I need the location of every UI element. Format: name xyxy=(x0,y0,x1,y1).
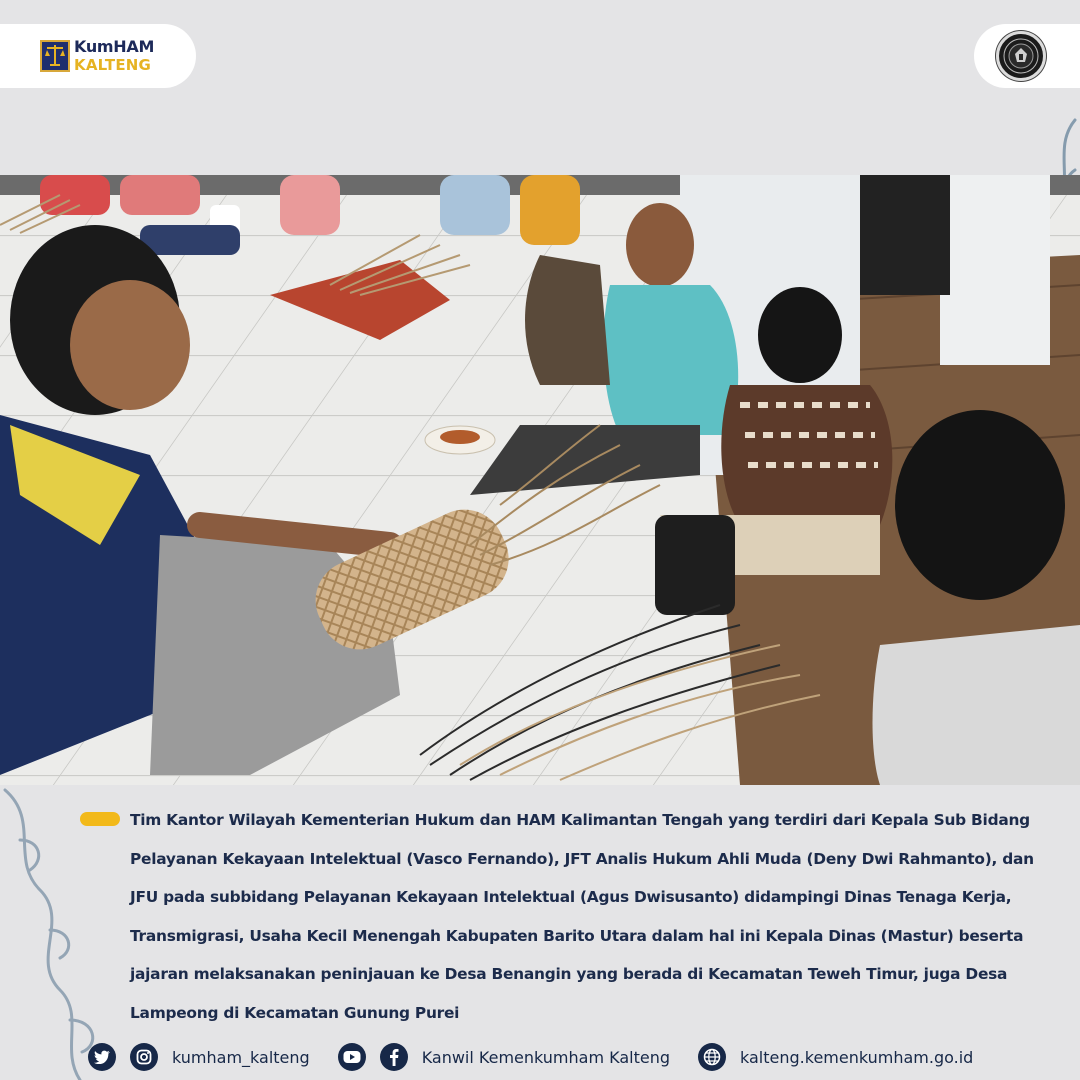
group-weaving-photo xyxy=(0,175,1080,785)
social-footer xyxy=(88,1040,1001,1074)
website-link[interactable]: kalteng.kemenkumham.go.id xyxy=(740,1047,974,1067)
twitter-icon[interactable] xyxy=(88,1043,116,1071)
caption-block xyxy=(80,806,1060,1033)
kumham-logo-icon xyxy=(40,40,70,72)
globe-icon[interactable] xyxy=(698,1043,726,1071)
youtube-icon[interactable] xyxy=(338,1043,366,1071)
brand-header xyxy=(0,24,196,88)
facebook-name[interactable]: Kanwil Kemenkumham Kalteng xyxy=(421,1047,671,1067)
institution-seal-icon xyxy=(996,31,1046,81)
instagram-handle[interactable]: kumham_kalteng xyxy=(172,1047,310,1067)
instagram-icon[interactable] xyxy=(130,1043,158,1071)
brand-name-top: KumHAM xyxy=(74,37,155,56)
brand-name-bottom: KALTENG xyxy=(74,56,152,74)
caption-text: Tim Kantor Wilayah Kementerian Hukum dan HAM Kalimantan Tengah yang terdiri dari Kepala Sub Bidang Pelayanan Kekayaan Intelektual (Vasco Fernando), JFT Analis Hukum Ahli Muda (Deny Dwi Rahmanto), dan JFU pada subbidang Pelayanan Kekayaan Intelektual (Agus Dwisusanto) didampingi Dinas Tenaga Kerja, Transmigrasi, Usaha Kecil Menengah Kabupaten Barito Utara dalam hal ini Kepala Dinas (Mastur) beserta jajaran melaksanakan peninjauan ke Desa Benangin yang berada di Kecamatan Teweh Timur, juga Desa Lampeong di Kecamatan Gunung Purei xyxy=(130,811,1034,1022)
badge-header xyxy=(974,24,1080,88)
facebook-icon[interactable] xyxy=(380,1043,408,1071)
accent-bar xyxy=(80,812,120,826)
